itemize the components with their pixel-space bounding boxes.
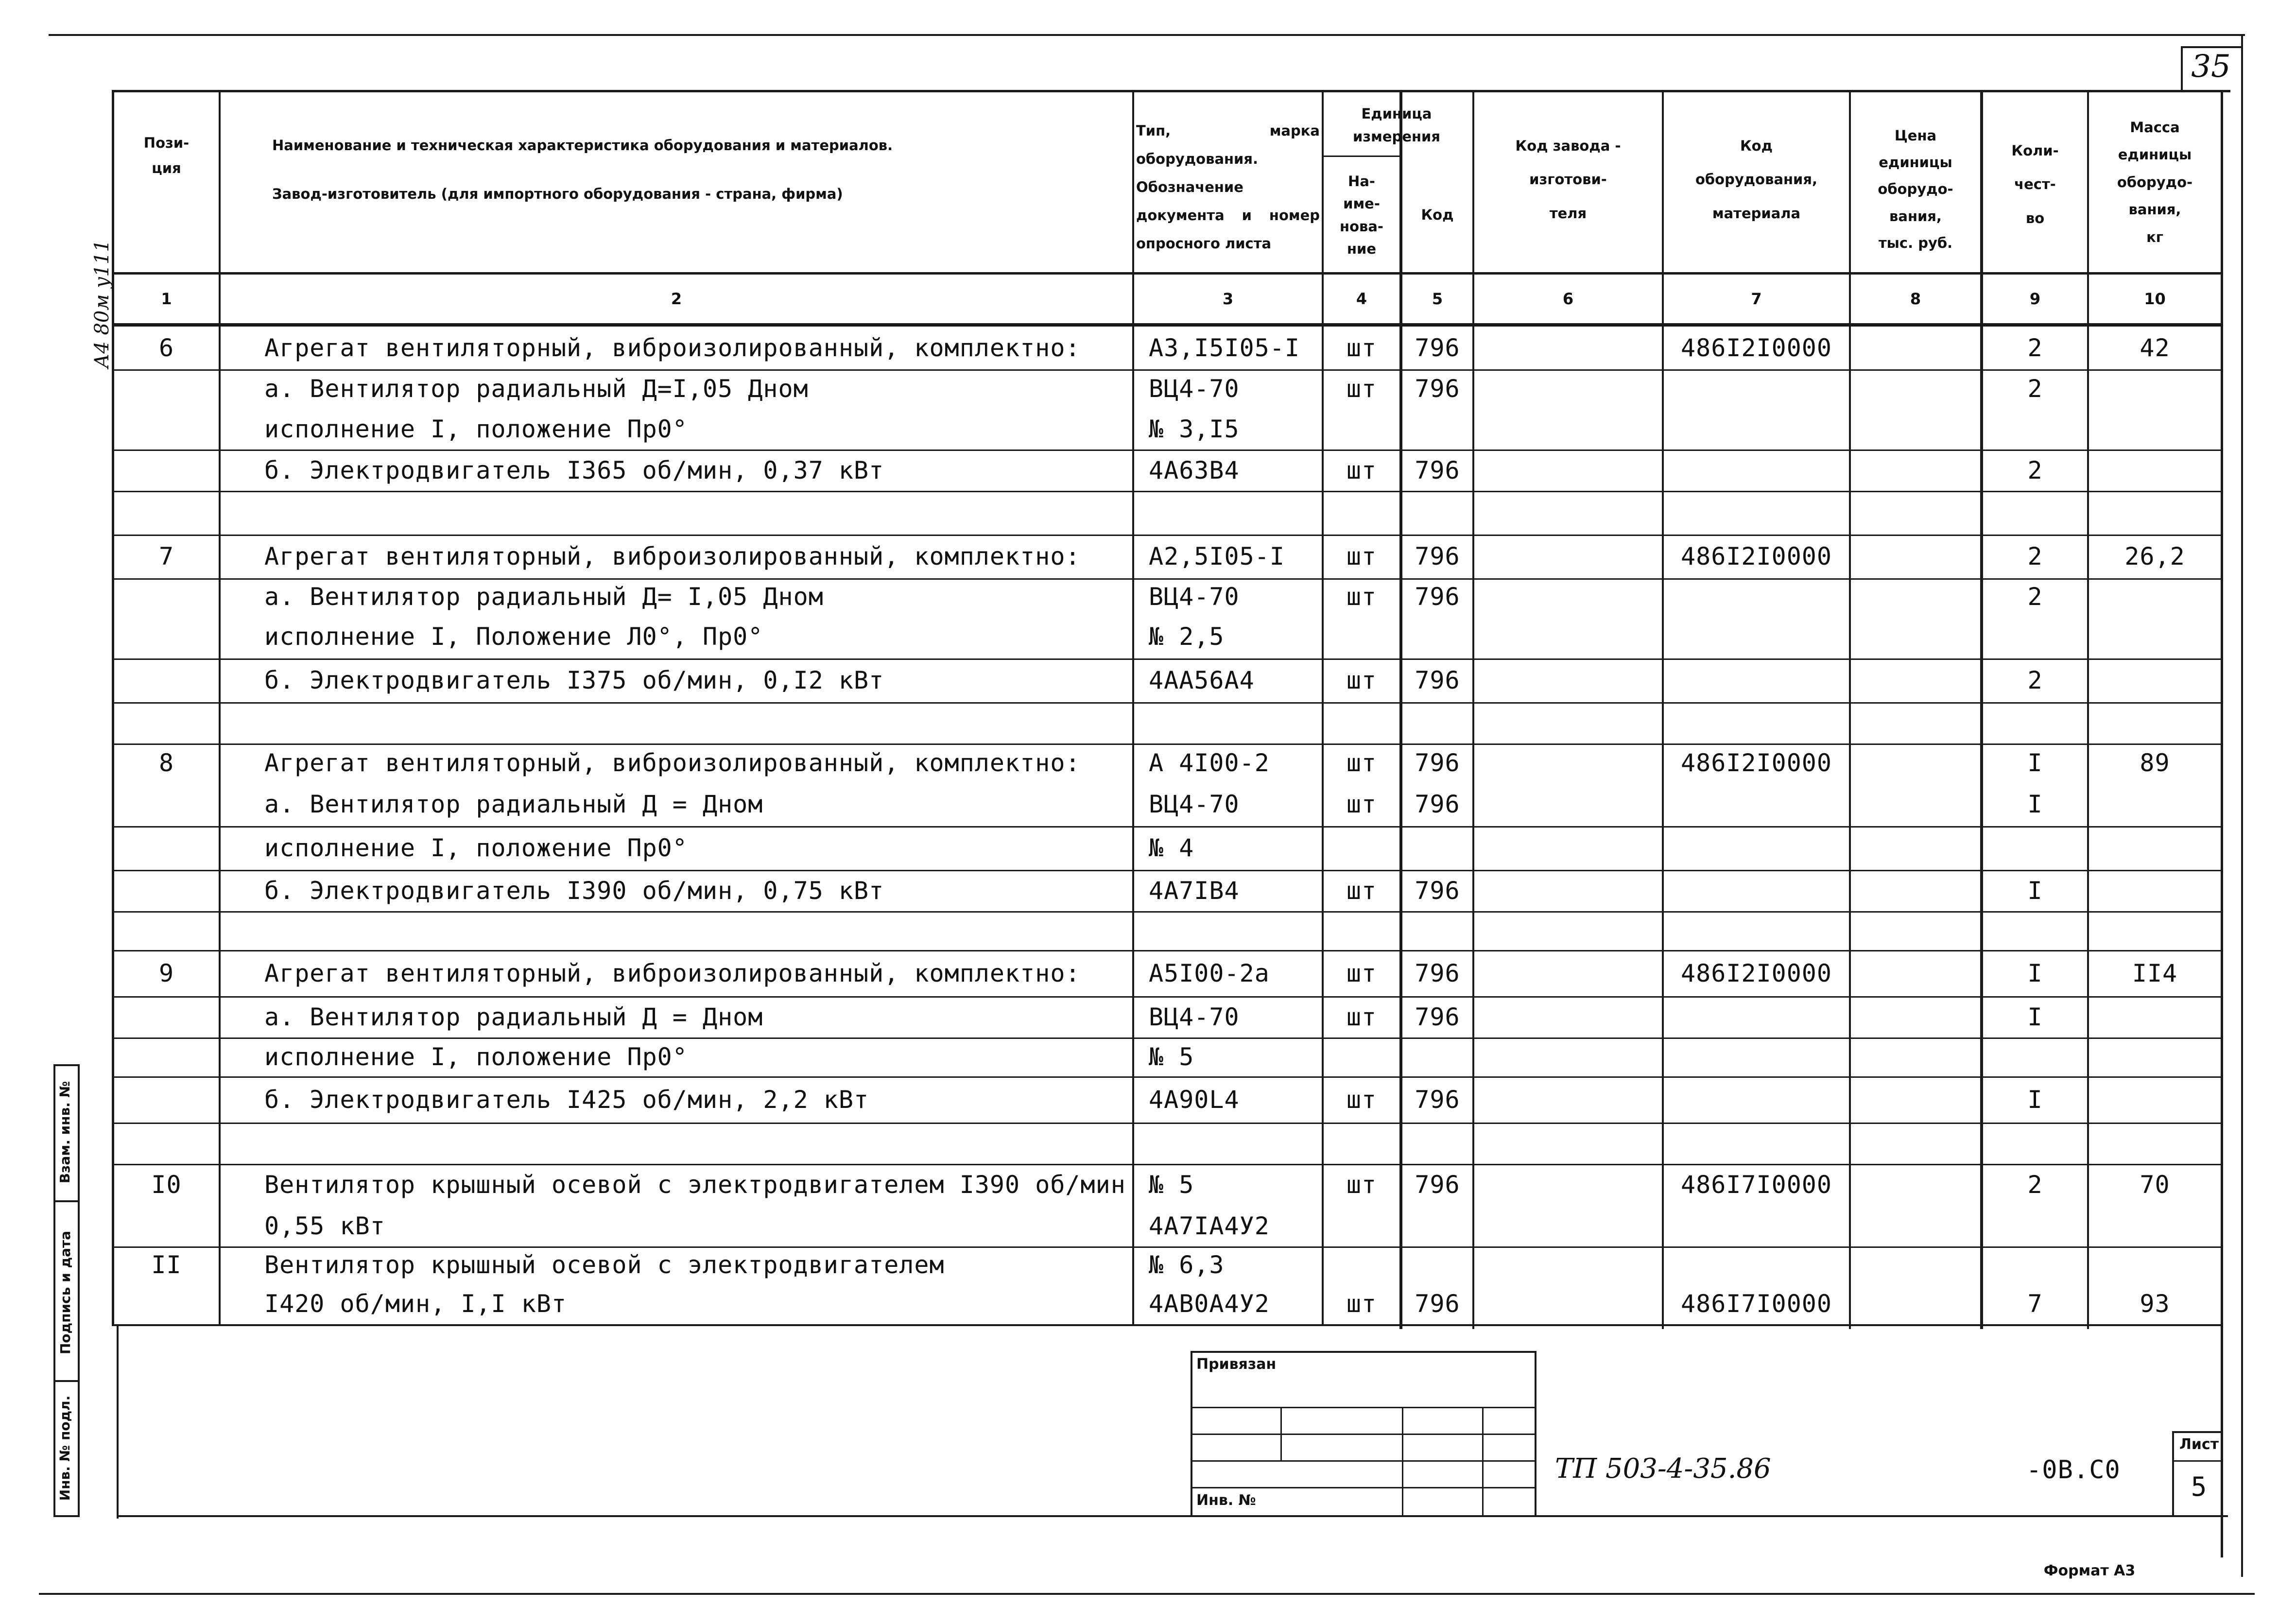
cell-unit-code: 796 (1415, 1085, 1460, 1114)
cell-type (1134, 702, 1322, 743)
cell-unit-code (1402, 615, 1472, 658)
cell-quantity: 2 (2027, 542, 2043, 570)
cell-unit: шт (1346, 790, 1377, 818)
cell-position (114, 1283, 219, 1324)
cell-maker-code (1474, 1283, 1662, 1324)
cell-type: А2,5I05-I (1149, 542, 1285, 570)
cell-quantity (1983, 826, 2087, 870)
header-position: Пози- ция (143, 134, 190, 176)
cell-name: Агрегат вентиляторный, виброизолированный, комплектно: (264, 334, 1081, 362)
cell-mass (2089, 491, 2221, 535)
cell-price (1851, 1076, 1980, 1123)
cell-unit (1324, 408, 1399, 449)
cell-unit-code (1402, 1123, 1472, 1164)
cell-mass (2089, 615, 2221, 658)
cell-maker-code (1474, 327, 1662, 369)
cell-position (114, 996, 219, 1037)
cell-price (1851, 950, 1980, 996)
cell-quantity (1983, 911, 2087, 950)
cell-position (114, 658, 219, 702)
cell-maker-code (1474, 578, 1662, 615)
cell-maker-code (1474, 996, 1662, 1037)
stamp-podpis-data: Подпись и дата (57, 1230, 73, 1355)
cell-quantity: 2 (2027, 456, 2043, 484)
cell-quantity: I (2027, 749, 2043, 777)
cell-unit: шт (1346, 1289, 1377, 1318)
cell-type: 4А7IВ4 (1149, 876, 1240, 905)
cell-type: № 3,I5 (1149, 415, 1240, 443)
cell-mass (2089, 1037, 2221, 1076)
cell-equipment-code (1664, 578, 1849, 615)
bottom-border-line (39, 1593, 2255, 1595)
cell-maker-code (1474, 702, 1662, 743)
cell-position (114, 702, 219, 743)
cell-price (1851, 702, 1980, 743)
cell-position (114, 826, 219, 870)
header-type: Тип, марка оборудования. Обозначение документа и номер опросного листа (1136, 122, 1320, 252)
cell-position: 7 (158, 542, 174, 570)
cell-name: а. Вентилятор радиальный Д=I,05 Дном (264, 375, 809, 403)
cell-price (1851, 743, 1980, 782)
cell-maker-code (1474, 408, 1662, 449)
cell-price (1851, 1246, 1980, 1283)
format-label: Формат А3 (2043, 1562, 2136, 1579)
cell-type: 4АВ0А4У2 (1149, 1289, 1270, 1318)
cell-equipment-code: 486I7I0000 (1680, 1289, 1832, 1318)
header-name-line2: Завод-изготовитель (для импортного оборудования - страна, фирма) (272, 186, 843, 203)
cell-type: 4А90L4 (1149, 1085, 1240, 1114)
cell-price (1851, 327, 1980, 369)
cell-quantity (1983, 1246, 2087, 1283)
cell-name: Агрегат вентиляторный, виброизолированный, комплектно: (264, 959, 1081, 987)
cell-type: № 5 (1149, 1043, 1194, 1071)
inv-no-label: Инв. № (1196, 1492, 1256, 1509)
cell-type: № 5 (1149, 1170, 1194, 1199)
cell-unit-code (1402, 491, 1472, 535)
colnum-8: 8 (1910, 290, 1921, 308)
cell-unit (1324, 1205, 1399, 1246)
cell-equipment-code (1664, 1205, 1849, 1246)
cell-unit (1324, 911, 1399, 950)
cell-quantity: 2 (2027, 666, 2043, 694)
cell-maker-code (1474, 615, 1662, 658)
cell-position (114, 1205, 219, 1246)
cell-unit-code: 796 (1415, 876, 1460, 905)
cell-unit-code: 796 (1415, 1170, 1460, 1199)
cell-name: а. Вентилятор радиальный Д = Дном (264, 1002, 763, 1031)
cell-position (114, 1076, 219, 1123)
cell-type: ВЦ4-70 (1149, 375, 1240, 403)
cell-equipment-code (1664, 702, 1849, 743)
cell-unit: шт (1346, 1085, 1377, 1114)
cell-name: Агрегат вентиляторный, виброизолированный, комплектно: (264, 542, 1081, 570)
cell-equipment-code (1664, 1037, 1849, 1076)
cell-position (114, 369, 219, 408)
cell-unit (1324, 1123, 1399, 1164)
cell-price (1851, 1283, 1980, 1324)
cell-maker-code (1474, 1164, 1662, 1205)
cell-unit (1324, 1037, 1399, 1076)
cell-name: 0,55 кВт (264, 1211, 385, 1240)
cell-type (1134, 491, 1322, 535)
cell-unit-code (1402, 1246, 1472, 1283)
cell-quantity: 2 (2027, 375, 2043, 403)
cell-equipment-code: 486I2I0000 (1680, 749, 1832, 777)
cell-maker-code (1474, 535, 1662, 578)
cell-equipment-code (1664, 491, 1849, 535)
cell-maker-code (1474, 1037, 1662, 1076)
document-suffix: -0В.С0 (2026, 1455, 2121, 1485)
cell-price (1851, 615, 1980, 658)
cell-position: 8 (158, 749, 174, 777)
cell-quantity: 7 (2027, 1289, 2043, 1318)
cell-quantity: I (2027, 876, 2043, 905)
colnum-6: 6 (1562, 290, 1574, 308)
cell-position (114, 782, 219, 826)
cell-maker-code (1474, 1076, 1662, 1123)
document-code: ТП 503-4-35.86 (1555, 1453, 1771, 1485)
cell-unit-code: 796 (1415, 1002, 1460, 1031)
cell-maker-code (1474, 1246, 1662, 1283)
cell-mass (2089, 1246, 2221, 1283)
cell-type: ВЦ4-70 (1149, 582, 1240, 611)
cell-type: № 4 (1149, 834, 1194, 862)
cell-maker-code (1474, 1123, 1662, 1164)
cell-type: № 6,3 (1149, 1250, 1225, 1279)
cell-position (114, 1123, 219, 1164)
cell-name: б. Электродвигатель I425 об/мин, 2,2 кВт (264, 1085, 869, 1114)
cell-position (114, 870, 219, 911)
cell-equipment-code (1664, 449, 1849, 491)
cell-type: А 4I00-2 (1149, 749, 1270, 777)
cell-unit-code: 796 (1415, 666, 1460, 694)
cell-mass: 26,2 (2124, 542, 2185, 570)
colnum-7: 7 (1751, 290, 1762, 308)
cell-name (221, 491, 1132, 535)
right-border-line (2241, 34, 2243, 1577)
cell-equipment-code: 486I7I0000 (1680, 1170, 1832, 1199)
cell-price (1851, 408, 1980, 449)
cell-type (1134, 1123, 1322, 1164)
cell-equipment-code (1664, 826, 1849, 870)
list-number: 5 (2191, 1471, 2208, 1502)
cell-unit-code: 796 (1415, 790, 1460, 818)
cell-position (114, 911, 219, 950)
cell-unit (1324, 826, 1399, 870)
top-border-line (49, 34, 2245, 36)
cell-quantity (1983, 1037, 2087, 1076)
cell-unit-code (1402, 1205, 1472, 1246)
cell-unit: шт (1346, 876, 1377, 905)
cell-type: № 2,5 (1149, 622, 1225, 651)
cell-quantity: I (2027, 1002, 2043, 1031)
cell-unit-code: 796 (1415, 582, 1460, 611)
cell-position (114, 491, 219, 535)
header-unit-name: На- име- нова- ние (1340, 173, 1383, 257)
header-unit-code: Код (1421, 206, 1454, 223)
cell-equipment-code (1664, 408, 1849, 449)
cell-mass (2089, 369, 2221, 408)
header-maker-code: Код завода - изготови- теля (1515, 137, 1621, 222)
cell-equipment-code: 486I2I0000 (1680, 959, 1832, 987)
cell-price (1851, 491, 1980, 535)
cell-mass (2089, 658, 2221, 702)
cell-unit-code: 796 (1415, 334, 1460, 362)
cell-quantity (1983, 491, 2087, 535)
cell-name: б. Электродвигатель I375 об/мин, 0,I2 кВт (264, 666, 884, 694)
cell-maker-code (1474, 658, 1662, 702)
cell-unit-code: 796 (1415, 959, 1460, 987)
cell-position (114, 1037, 219, 1076)
cell-unit-code: 796 (1415, 542, 1460, 570)
cell-equipment-code (1664, 658, 1849, 702)
cell-mass: 93 (2140, 1289, 2170, 1318)
cell-unit: шт (1346, 456, 1377, 484)
table-frame-top (112, 90, 2230, 92)
cell-position (114, 615, 219, 658)
cell-price (1851, 658, 1980, 702)
cell-position: I0 (151, 1170, 182, 1199)
cell-name (221, 1123, 1132, 1164)
cell-name: б. Электродвигатель I390 об/мин, 0,75 кВт (264, 876, 884, 905)
cell-maker-code (1474, 911, 1662, 950)
cell-equipment-code (1664, 615, 1849, 658)
cell-mass (2089, 578, 2221, 615)
cell-equipment-code: 486I2I0000 (1680, 334, 1832, 362)
cell-name: исполнение I, Положение Л0°, Пр0° (264, 622, 763, 651)
cell-position: 9 (158, 959, 174, 987)
cell-unit: шт (1346, 749, 1377, 777)
cell-maker-code (1474, 870, 1662, 911)
header-unit-group: Единица измерения (1353, 105, 1440, 145)
cell-name (221, 702, 1132, 743)
cell-position (114, 408, 219, 449)
cell-type: А5I00-2а (1149, 959, 1270, 987)
cell-unit (1324, 615, 1399, 658)
cell-unit (1324, 1246, 1399, 1283)
cell-maker-code (1474, 743, 1662, 782)
privyazan-label: Привязан (1196, 1356, 1277, 1373)
cell-quantity (1983, 1123, 2087, 1164)
cell-position: II (151, 1250, 182, 1279)
cell-equipment-code (1664, 911, 1849, 950)
header-name-line1: Наименование и техническая характеристика оборудования и материалов. (272, 137, 893, 154)
cell-equipment-code (1664, 996, 1849, 1037)
cell-price (1851, 578, 1980, 615)
cell-maker-code (1474, 449, 1662, 491)
cell-type: 4А7IА4У2 (1149, 1211, 1270, 1240)
cell-position (114, 578, 219, 615)
cell-equipment-code (1664, 782, 1849, 826)
stamp-vzam-inv: Взам. инв. № (57, 1081, 73, 1184)
cell-equipment-code (1664, 369, 1849, 408)
cell-maker-code (1474, 491, 1662, 535)
cell-maker-code (1474, 950, 1662, 996)
cell-type: А3,I5I05-I (1149, 334, 1300, 362)
cell-quantity: 2 (2027, 334, 2043, 362)
cell-type (1134, 911, 1322, 950)
cell-price (1851, 826, 1980, 870)
cell-quantity: I (2027, 790, 2043, 818)
colnum-4: 4 (1356, 290, 1367, 308)
cell-name: а. Вентилятор радиальный Д = Дном (264, 790, 763, 818)
cell-unit: шт (1346, 959, 1377, 987)
cell-mass (2089, 782, 2221, 826)
cell-unit-code: 796 (1415, 375, 1460, 403)
cell-maker-code (1474, 369, 1662, 408)
cell-unit-code (1402, 702, 1472, 743)
cell-quantity: 2 (2027, 1170, 2043, 1199)
cell-mass: II4 (2132, 959, 2178, 987)
cell-unit-code (1402, 826, 1472, 870)
cell-mass (2089, 870, 2221, 911)
cell-quantity (1983, 408, 2087, 449)
cell-unit-code: 796 (1415, 749, 1460, 777)
cell-name: I420 об/мин, I,I кВт (264, 1289, 567, 1318)
header-quantity: Коли- чест- во (2011, 142, 2059, 226)
cell-unit-code (1402, 408, 1472, 449)
cell-price (1851, 1164, 1980, 1205)
cell-price (1851, 1205, 1980, 1246)
cell-equipment-code (1664, 870, 1849, 911)
cell-maker-code (1474, 782, 1662, 826)
cell-maker-code (1474, 1205, 1662, 1246)
cell-name: б. Электродвигатель I365 об/мин, 0,37 кВт (264, 456, 884, 484)
header-equipment-code: Код оборудования, материала (1695, 137, 1818, 222)
cell-price (1851, 1037, 1980, 1076)
cell-quantity: 2 (2027, 582, 2043, 611)
cell-maker-code (1474, 826, 1662, 870)
cell-unit-code (1402, 1037, 1472, 1076)
cell-name: исполнение I, положение Пр0° (264, 834, 688, 862)
cell-unit: шт (1346, 1002, 1377, 1031)
cell-mass (2089, 996, 2221, 1037)
cell-name (221, 911, 1132, 950)
cell-mass: 89 (2140, 749, 2170, 777)
cell-unit: шт (1346, 375, 1377, 403)
cell-name: исполнение I, положение Пр0° (264, 1043, 688, 1071)
cell-equipment-code: 486I2I0000 (1680, 542, 1832, 570)
cell-unit: шт (1346, 334, 1377, 362)
header-price: Цена единицы оборудо- вания, тыс. руб. (1878, 127, 1953, 251)
cell-mass (2089, 408, 2221, 449)
cell-mass (2089, 911, 2221, 950)
colnum-10: 10 (2144, 290, 2166, 308)
cell-price (1851, 911, 1980, 950)
cell-mass (2089, 1205, 2221, 1246)
cell-unit: шт (1346, 582, 1377, 611)
cell-type: ВЦ4-70 (1149, 1002, 1240, 1031)
cell-equipment-code (1664, 1123, 1849, 1164)
margin-handwriting: А4 80м у111 (91, 240, 113, 368)
cell-unit-code: 796 (1415, 1289, 1460, 1318)
colnum-9: 9 (2029, 290, 2041, 308)
cell-equipment-code (1664, 1246, 1849, 1283)
cell-price (1851, 870, 1980, 911)
cell-unit (1324, 491, 1399, 535)
cell-equipment-code (1664, 1076, 1849, 1123)
cell-unit-code (1402, 911, 1472, 950)
cell-price (1851, 1123, 1980, 1164)
cell-price (1851, 369, 1980, 408)
colnum-5: 5 (1432, 290, 1443, 308)
cell-unit: шт (1346, 666, 1377, 694)
colnum-1: 1 (161, 290, 172, 308)
cell-price (1851, 535, 1980, 578)
cell-price (1851, 996, 1980, 1037)
cell-position (114, 449, 219, 491)
cell-quantity (1983, 615, 2087, 658)
cell-name: Агрегат вентиляторный, виброизолированный, комплектно: (264, 749, 1081, 777)
cell-position: 6 (158, 334, 174, 362)
cell-type: ВЦ4-70 (1149, 790, 1240, 818)
list-label: Лист (2179, 1436, 2219, 1453)
cell-quantity (1983, 1205, 2087, 1246)
cell-price (1851, 449, 1980, 491)
cell-type: 4А63В4 (1149, 456, 1240, 484)
cell-mass: 70 (2140, 1170, 2170, 1199)
cell-mass (2089, 826, 2221, 870)
cell-mass (2089, 1123, 2221, 1164)
colnum-2: 2 (671, 290, 682, 308)
cell-quantity: I (2027, 959, 2043, 987)
cell-unit: шт (1346, 1170, 1377, 1199)
colnum-3: 3 (1222, 290, 1234, 308)
cell-price (1851, 782, 1980, 826)
cell-unit-code: 796 (1415, 456, 1460, 484)
cell-name: исполнение I, положение Пр0° (264, 415, 688, 443)
cell-quantity: I (2027, 1085, 2043, 1114)
cell-name: Вентилятор крышный осевой с электродвигателем (264, 1250, 945, 1279)
stamp-inv-podl: Инв. № подл. (57, 1395, 73, 1501)
cell-name: а. Вентилятор радиальный Д= I,05 Дном (264, 582, 824, 611)
corner-sheet-number: 35 (2191, 49, 2231, 85)
cell-mass (2089, 702, 2221, 743)
table-frame-right (2221, 90, 2223, 1557)
cell-unit (1324, 702, 1399, 743)
header-mass: Масса единицы оборудо- вания, кг (2117, 119, 2193, 245)
cell-type: 4АА56А4 (1149, 666, 1255, 694)
cell-name: Вентилятор крышный осевой с электродвигателем I390 об/мин (264, 1170, 1126, 1199)
cell-unit: шт (1346, 542, 1377, 570)
cell-quantity (1983, 702, 2087, 743)
cell-mass (2089, 449, 2221, 491)
cell-mass: 42 (2140, 334, 2170, 362)
cell-mass (2089, 1076, 2221, 1123)
